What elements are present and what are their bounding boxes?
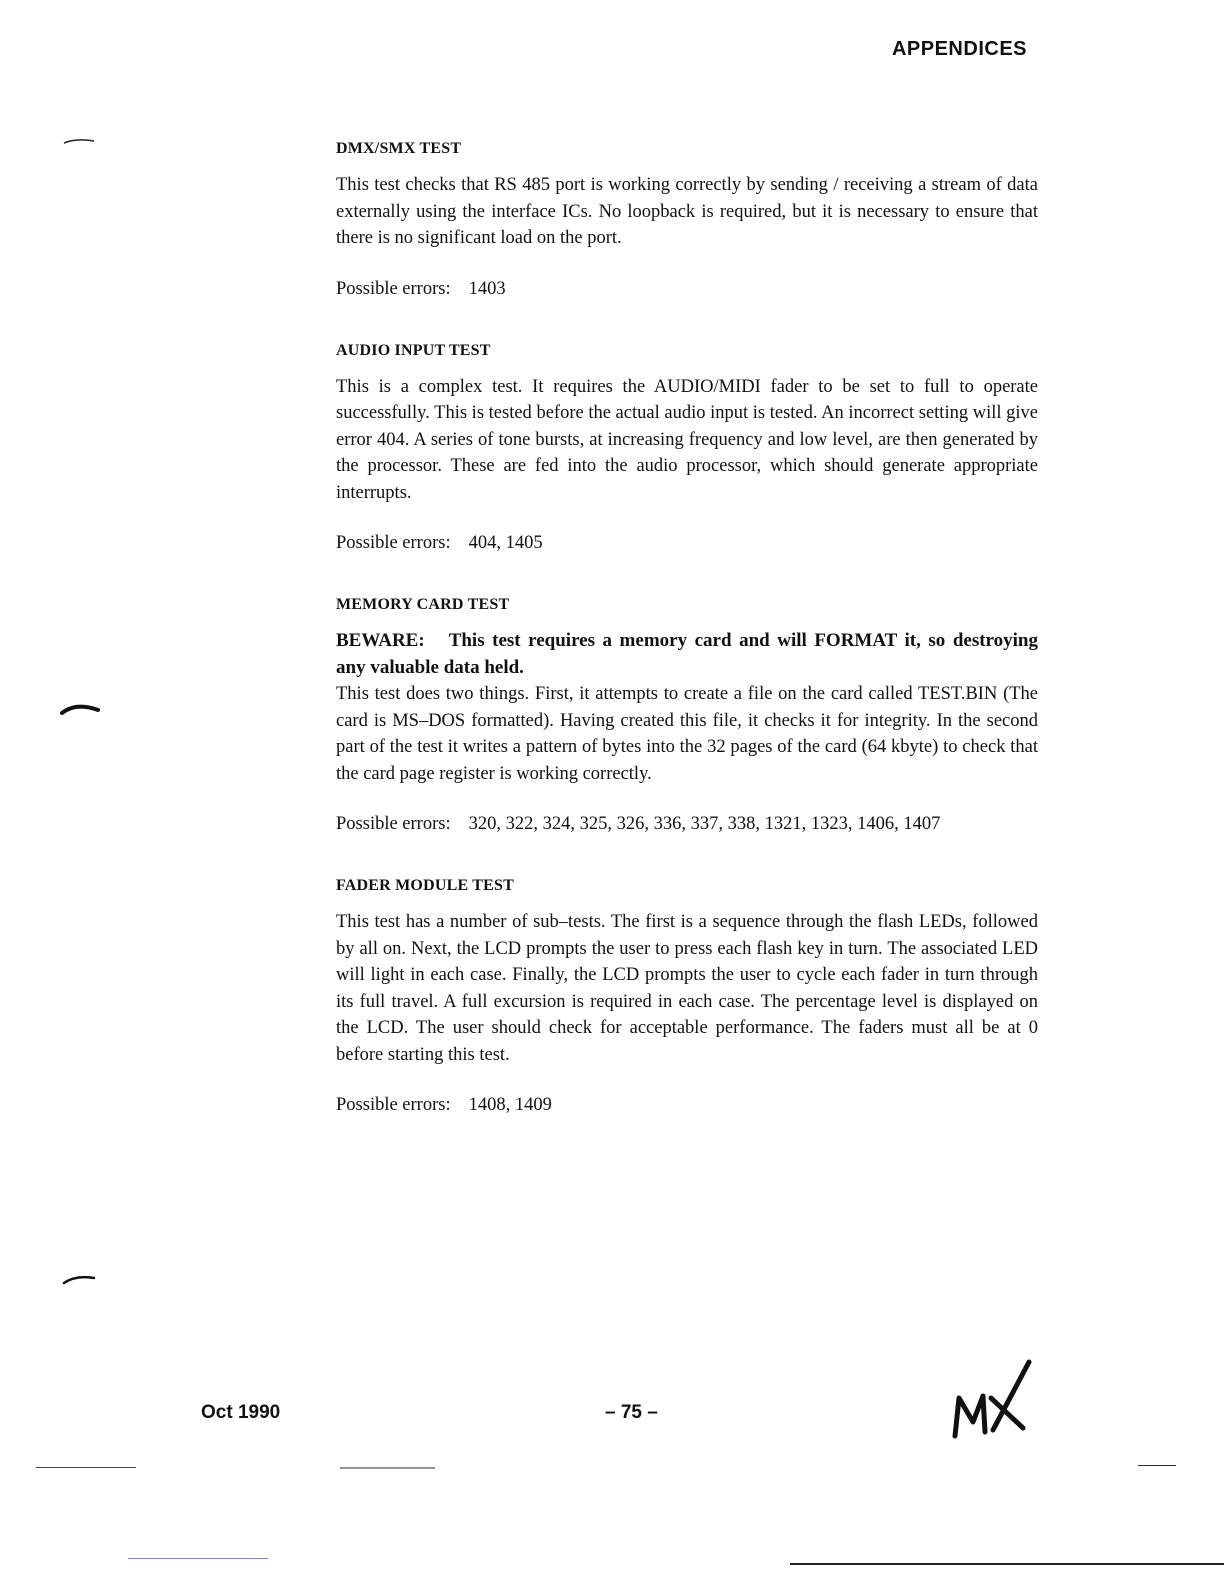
warning-notice (336, 628, 1038, 681)
section-title: AUDIO INPUT TEST (336, 341, 491, 359)
errors-label: Possible errors: (336, 533, 451, 553)
errors-value: 404, 1405 (468, 533, 543, 553)
page-header-title: APPENDICES (891, 38, 1027, 60)
section-paragraph: This test checks that RS 485 port is working correctly by sending / receiving a stream of data externally using the interface ICs. No loopback is required, but it is necessary to ensure that there is no significant load on the port. (336, 175, 1038, 248)
scan-line (128, 1558, 268, 1559)
possible-errors (336, 276, 1038, 302)
scan-mark (62, 1272, 96, 1286)
errors-label: Possible errors: (336, 814, 451, 834)
errors-value: 1408, 1409 (468, 1095, 552, 1115)
scan-line (340, 1467, 435, 1469)
mx-logo (945, 1358, 1035, 1442)
section-audio-input-test (336, 342, 1038, 557)
possible-errors (336, 1092, 1038, 1118)
scan-mark (60, 700, 100, 716)
possible-errors (336, 811, 1038, 837)
section-paragraph: This test does two things. First, it attempts to create a file on the card called TEST.BIN (The card is MS–DOS formatted). Having created this file, it checks it for integrity. In the second part of the test it writes a pattern of bytes into the 32 pages of the card (64 kbyte) to check that the card page register is working correctly. (336, 684, 1038, 784)
errors-label: Possible errors: (336, 1095, 451, 1115)
warning-text: This test requires a memory card and will FORMAT it, so destroying any valuable data held. (336, 630, 1038, 678)
section-memory-card-test (336, 596, 1038, 837)
section-paragraph: This test has a number of sub–tests. The first is a sequence through the flash LEDs, followed by all on. Next, the LCD prompts the user to press each flash key in turn. The associated LED will light in each case. Finally, the LCD prompts the user to cycle each fader in turn through its full travel. A full excursion is required in each case. The percentage level is displayed on the LCD. The user should check for acceptable performance. The faders must all be at 0 before starting this test. (336, 912, 1038, 1065)
main-content (336, 140, 1038, 1118)
section-title: MEMORY CARD TEST (336, 596, 510, 613)
section-paragraph: This is a complex test. It requires the AUDIO/MIDI fader to be set to full to operate successfully. This is tested before the actual audio input is tested. An incorrect setting will give error 404. A series of tone bursts, at increasing frequency and low level, are then generated by the processor. These are fed into the audio processor, which should generate appropriate interrupts. (336, 376, 1038, 503)
section-title: DMX/SMX TEST (336, 140, 462, 157)
footer-date: Oct 1990 (201, 1402, 281, 1423)
possible-errors (336, 530, 1038, 556)
scan-mark (62, 136, 96, 146)
scan-line (36, 1467, 136, 1468)
section-title: FADER MODULE TEST (336, 877, 514, 894)
errors-value: 1403 (468, 278, 506, 299)
errors-value: 320, 322, 324, 325, 326, 336, 337, 338, 1321, 1323, 1406, 1407 (468, 814, 941, 834)
scan-line (1138, 1465, 1176, 1466)
section-dmx-smx-test (336, 140, 1038, 302)
scan-line (790, 1563, 1224, 1565)
section-fader-module-test (336, 877, 1038, 1118)
errors-label: Possible errors: (336, 278, 451, 299)
warning-label: BEWARE: (336, 630, 425, 651)
footer-page-number: – 75 – (605, 1402, 658, 1423)
